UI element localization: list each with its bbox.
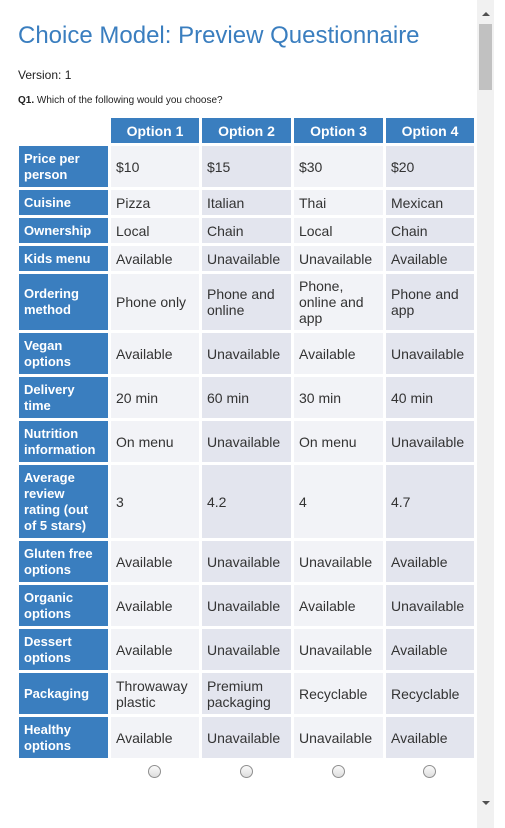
option-4-value: Chain [386,218,474,243]
option-2-value: Unavailable [202,629,291,670]
row-organic-options [19,585,474,626]
option-2-value: Unavailable [202,421,291,462]
option-1-value: Available [111,541,199,582]
option-4-value: 40 min [386,377,474,418]
row-kids-menu [19,246,474,271]
option-1-value: Pizza [111,190,199,215]
option-2-value: Unavailable [202,717,291,758]
radio-row-spacer [19,761,108,787]
attribute-label: Ordering method [19,274,108,330]
option-2-value: Unavailable [202,333,291,374]
option-3-value: 4 [294,465,383,538]
option-4-radio-cell [386,761,474,787]
option-2-value: 60 min [202,377,291,418]
option-3-value: Available [294,333,383,374]
row-cuisine [19,190,474,215]
option-4-value: Available [386,717,474,758]
attribute-label: Cuisine [19,190,108,215]
option-3-radio[interactable] [332,765,345,778]
attribute-label: Organic options [19,585,108,626]
option-1-value: Throwaway plastic [111,673,199,714]
question-text [18,95,223,106]
row-healthy-options [19,717,474,758]
question-body: Which of the following would you choose? [34,95,223,106]
version-label: Version: 1 [18,68,72,82]
option-3-value: Thai [294,190,383,215]
option-3-value: On menu [294,421,383,462]
attribute-label: Gluten free options [19,541,108,582]
option-3-value: Unavailable [294,629,383,670]
option-2-value: Unavailable [202,585,291,626]
attribute-label: Nutrition information [19,421,108,462]
row-average-review-rating [19,465,474,538]
option-3-value: Available [294,585,383,626]
option-1-value: Local [111,218,199,243]
option-3-value: Recyclable [294,673,383,714]
row-vegan-options [19,333,474,374]
option-2-radio-cell [202,761,291,787]
option-1-radio[interactable] [148,765,161,778]
option-3-header: Option 3 [294,118,383,143]
option-1-value: Available [111,629,199,670]
option-1-value: On menu [111,421,199,462]
row-ordering-method [19,274,474,330]
option-4-value: Unavailable [386,333,474,374]
option-4-value: Available [386,629,474,670]
option-1-value: $10 [111,146,199,187]
option-3-value: Unavailable [294,717,383,758]
chevron-up-icon[interactable] [482,12,490,16]
option-2-value: Chain [202,218,291,243]
vertical-scrollbar[interactable] [477,0,494,828]
option-1-value: Available [111,246,199,271]
header-corner [19,118,108,143]
option-4-value: 4.7 [386,465,474,538]
option-3-value: Unavailable [294,541,383,582]
attribute-label: Kids menu [19,246,108,271]
chevron-down-icon[interactable] [482,801,490,805]
option-1-value: Available [111,333,199,374]
option-2-value: Unavailable [202,541,291,582]
option-4-value: $20 [386,146,474,187]
option-4-value: Phone and app [386,274,474,330]
option-2-value: $15 [202,146,291,187]
attribute-label: Delivery time [19,377,108,418]
option-2-value: 4.2 [202,465,291,538]
row-nutrition-information [19,421,474,462]
option-4-value: Available [386,541,474,582]
option-3-value: Local [294,218,383,243]
option-1-header: Option 1 [111,118,199,143]
option-4-value: Available [386,246,474,271]
row-packaging [19,673,474,714]
row-gluten-free-options [19,541,474,582]
option-2-value: Unavailable [202,246,291,271]
row-delivery-time [19,377,474,418]
attribute-label: Dessert options [19,629,108,670]
page-title: Choice Model: Preview Questionnaire [18,22,420,49]
option-3-value: 30 min [294,377,383,418]
attribute-label: Healthy options [19,717,108,758]
option-2-header: Option 2 [202,118,291,143]
option-3-radio-cell [294,761,383,787]
option-4-radio[interactable] [423,765,436,778]
row-price [19,146,474,187]
option-4-value: Unavailable [386,421,474,462]
option-4-value: Unavailable [386,585,474,626]
scrollbar-thumb[interactable] [479,24,492,90]
attribute-label: Price per person [19,146,108,187]
option-1-radio-cell [111,761,199,787]
row-ownership [19,218,474,243]
option-2-value: Italian [202,190,291,215]
option-1-value: 20 min [111,377,199,418]
option-2-value: Phone and online [202,274,291,330]
option-1-value: 3 [111,465,199,538]
option-1-value: Phone only [111,274,199,330]
option-1-value: Available [111,585,199,626]
attribute-label: Ownership [19,218,108,243]
option-3-value: Phone, online and app [294,274,383,330]
choice-radio-row [19,761,474,787]
choice-table [16,115,477,790]
option-1-value: Available [111,717,199,758]
option-4-value: Mexican [386,190,474,215]
attribute-label: Average review rating (out of 5 stars) [19,465,108,538]
option-3-value: Unavailable [294,246,383,271]
option-3-value: $30 [294,146,383,187]
question-number: Q1. [18,95,35,106]
row-dessert-options [19,629,474,670]
attribute-label: Vegan options [19,333,108,374]
option-4-header: Option 4 [386,118,474,143]
attribute-label: Packaging [19,673,108,714]
option-2-value: Premium packaging [202,673,291,714]
option-2-radio[interactable] [240,765,253,778]
option-4-value: Recyclable [386,673,474,714]
